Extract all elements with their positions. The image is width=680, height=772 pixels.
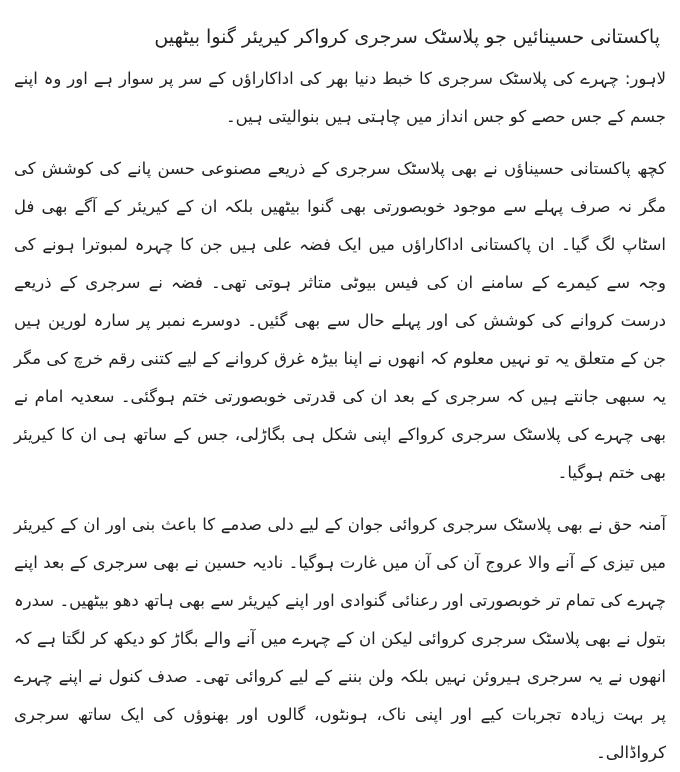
article-paragraph-3: آمنہ حق نے بھی پلاسٹک سرجری کروائی جوان کے لیے دلی صدمے کا باعث بنی اور ان کے کیریئر میں تیزی کے آنے والا عروج آن کی آن میں غارت ہوگیا۔ نادیہ حسین نے بھی سرجری کے بعد اپنے چہرے کی تمام تر خوبصورتی اور رعنائی گنوادی اور اپنے کیریئر سے بھی ہاتھ دھو بیٹھیں۔ سدرہ بتول نے بھی پلاسٹک سرجری کروائی لیکن ان کے چہرے میں آنے والے بگاڑ کو دیکھ کر لگتا ہے کہ انھوں نے یہ سرجری ہیروئن نہیں بلکہ ولن بننے کے لیے کروائی تھی۔ صدف کنول نے اپنے چہرے پر بہت زیادہ تجربات کیے اور اپنی ناک، ہونٹوں، گالوں اور بھنوؤں کی ایک ساتھ سرجری کرواڈالی۔	[14, 515, 666, 762]
article-headline: پاکستانی حسینائیں جو پلاسٹک سرجری کرواکر کیریئر گنوا بیٹھیں	[154, 26, 660, 48]
article-paragraph-2: کچھ پاکستانی حسیناؤں نے بھی پلاسٹک سرجری کے ذریعے مصنوعی حسن پانے کی کوشش کی مگر نہ صرف پہلے سے موجود خوبصورتی بھی گنوا بیٹھیں بلکہ ان کے کیریئر کے آگے بھی فل اسٹاپ لگ گیا۔ ان پاکستانی اداکاراؤں میں ایک فضہ علی ہیں جن کا چہرہ لمبوترا ہونے کی وجہ سے کیمرے کے سامنے ان کی فیس بیوٹی متاثر ہوتی تھی۔ فضہ نے سرجری کے ذریعے درست کروانے کی کوشش کی اور پہلے حال سے بھی گئیں۔ دوسرے نمبر پر سارہ لورین ہیں جن کے متعلق یہ تو نہیں معلوم کہ انھوں نے اپنا بیڑہ غرق کروانے کے لیے کتنی رقم خرچ کی مگر یہ سبھی جانتے ہیں کہ سرجری کے بعد ان کی قدرتی خوبصورتی ختم ہوگئی۔ سعدیہ امام نے بھی چہرے کی پلاسٹک سرجری کرواکے اپنی شکل ہی بگاڑلی، جس کے ساتھ ہی ان کا کیریئر بھی ختم ہوگیا۔	[14, 159, 666, 482]
article-paragraph-intro: لاہور: چہرے کی پلاسٹک سرجری کا خبط دنیا بھر کی اداکاراؤں کے سر پر سوار ہے اور وہ اپنے جسم کے جس حصے کو جس انداز میں چاہتی ہیں بنوالیتی ہیں۔	[14, 69, 666, 126]
